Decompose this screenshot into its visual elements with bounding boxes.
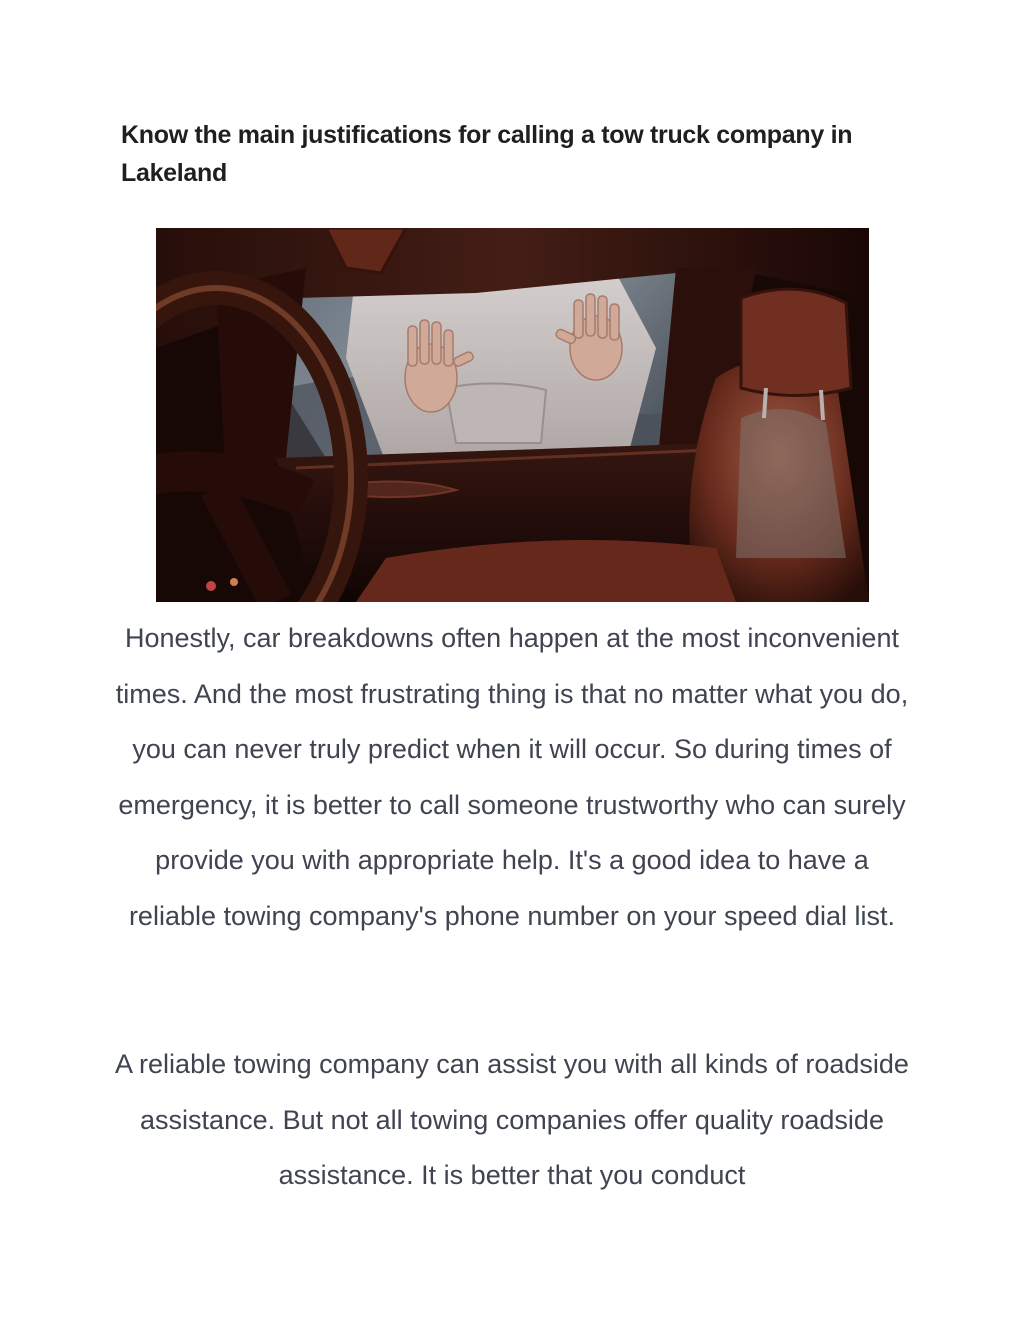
car-interior-illustration: [156, 228, 869, 602]
car-interior-image: [156, 228, 869, 602]
body-paragraph-2: A reliable towing company can assist you with all kinds of roadside assistance. But not all towing companies offer quality roadside assistance. It is better that you conduct: [115, 1049, 909, 1190]
image-vignette: [156, 228, 869, 602]
body-paragraph-1: Honestly, car breakdowns often happen at the most inconvenient times. And the most frustrating thing is that no matter what you do, you can never truly predict when it will occur. So during times of emergency, it is better to call someone trustworthy who can surely provide you with appropriate help. It's a good idea to have a reliable towing company's phone number on your speed dial list.: [115, 623, 909, 931]
document-title: Know the main justifications for calling a tow truck company in Lakeland: [121, 121, 853, 187]
